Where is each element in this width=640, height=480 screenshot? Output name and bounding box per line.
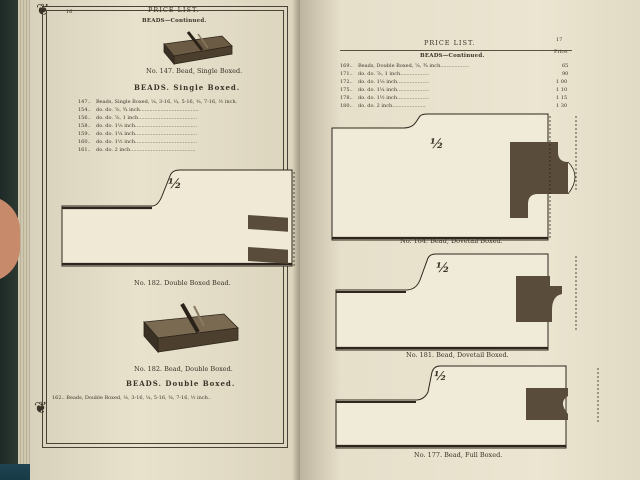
- bead-profile-184: [332, 112, 622, 242]
- left-row-no: 154..: [78, 107, 91, 113]
- left-page: [30, 0, 300, 480]
- fig184-caption: No. 184. Bead, Dovetail Boxed.: [400, 237, 503, 245]
- left-row-text: do. do. 1¼ inch.......................................: [96, 131, 198, 137]
- bead-profile-181: [336, 250, 626, 350]
- right-row-price: 1 10: [556, 87, 568, 93]
- corner-ornament-bottom-icon: ❦: [34, 398, 48, 417]
- right-row-price: 90: [562, 71, 569, 77]
- left-row-text: do. do. 1½ inch.......................................: [96, 139, 198, 145]
- right-row-price: 1 30: [556, 103, 568, 109]
- left-row-text: do. do. 2 inch.........................................: [96, 147, 196, 153]
- right-row-text: do. do. 2 inch.....................: [358, 103, 426, 109]
- script-label-177: ½: [434, 369, 447, 383]
- right-row-price: 1 15: [556, 95, 568, 101]
- section-double-boxed: BEADS. Double Boxed.: [126, 379, 236, 388]
- left-row-text: do. do. 1⅛ inch.......................................: [96, 123, 198, 129]
- right-page-header: PRICE LIST.: [424, 39, 476, 47]
- plane-illustration-147: [158, 26, 238, 66]
- right-row-text: do. do. 1¼ inch....................: [358, 87, 429, 93]
- left-row-no: 161..: [78, 147, 91, 153]
- left-page-header: PRICE LIST.: [148, 6, 200, 14]
- left-page-number: 16: [66, 9, 73, 15]
- section-continued-right: BEADS—Continued.: [420, 53, 485, 59]
- right-row-price: 1 00: [556, 79, 568, 85]
- script-label-left: ½: [168, 177, 182, 192]
- fig147-caption: No. 147. Bead, Single Boxed.: [146, 67, 243, 75]
- price-column-header: Price.: [554, 49, 569, 55]
- right-row-no: 172..: [340, 79, 353, 85]
- left-row-text: do. do. ⅞, 1 inch.....................................: [96, 115, 198, 121]
- left-row-no: 159..: [78, 131, 91, 137]
- script-label-184: ½: [430, 137, 444, 152]
- left-row-no: 147..: [78, 99, 91, 105]
- right-row-text: Beads, Double Boxed, ⅝, ¾ inch..................: [358, 63, 469, 69]
- right-page-number: 17: [556, 37, 563, 43]
- bead-profile-182: [62, 166, 302, 276]
- header-rule: [340, 50, 572, 51]
- bead-profile-177: [336, 362, 626, 452]
- right-row-text: do. do. ⅞, 1 inch..................: [358, 71, 429, 77]
- left-row-no: 156..: [78, 115, 91, 121]
- right-row-no: 178..: [340, 95, 353, 101]
- left-bottom-row: 162.. Beads, Double Boxed, ⅛, 3-16, ¼, 5-16, ⅜, 7-16, ½ inch..: [52, 395, 212, 401]
- left-row-text: do. do. ⅝, ¾ inch.....................................: [96, 107, 199, 113]
- corner-ornament-top-icon: ❦: [36, 0, 50, 19]
- right-row-no: 175..: [340, 87, 353, 93]
- right-row-no: 180..: [340, 103, 353, 109]
- fig181-caption: No. 181. Bead, Dovetail Boxed.: [406, 351, 509, 359]
- fig182b-caption: No. 182. Bead, Double Boxed.: [134, 365, 233, 373]
- plane-illustration-182: [138, 296, 248, 360]
- fig182a-caption: No. 182. Double Boxed Bead.: [134, 279, 231, 287]
- right-row-text: do. do. 1⅛ inch....................: [358, 79, 429, 85]
- right-row-price: 65: [562, 63, 569, 69]
- fig177-caption: No. 177. Bead, Full Boxed.: [414, 451, 503, 459]
- script-label-181: ½: [436, 261, 450, 276]
- section-single-boxed: BEADS. Single Boxed.: [134, 83, 241, 92]
- right-row-no: 171..: [340, 71, 353, 77]
- right-page: [300, 0, 640, 480]
- left-row-text: Beads, Single Boxed, ⅛, 3-16, ¼, 5-16, ⅜, 7-16, ½ inch.: [96, 99, 238, 105]
- right-row-text: do. do. 1½ inch....................: [358, 95, 429, 101]
- right-row-no: 169..: [340, 63, 353, 69]
- section-continued-left: BEADS—Continued.: [142, 18, 207, 24]
- left-row-no: 160..: [78, 139, 91, 145]
- left-row-no: 158..: [78, 123, 91, 129]
